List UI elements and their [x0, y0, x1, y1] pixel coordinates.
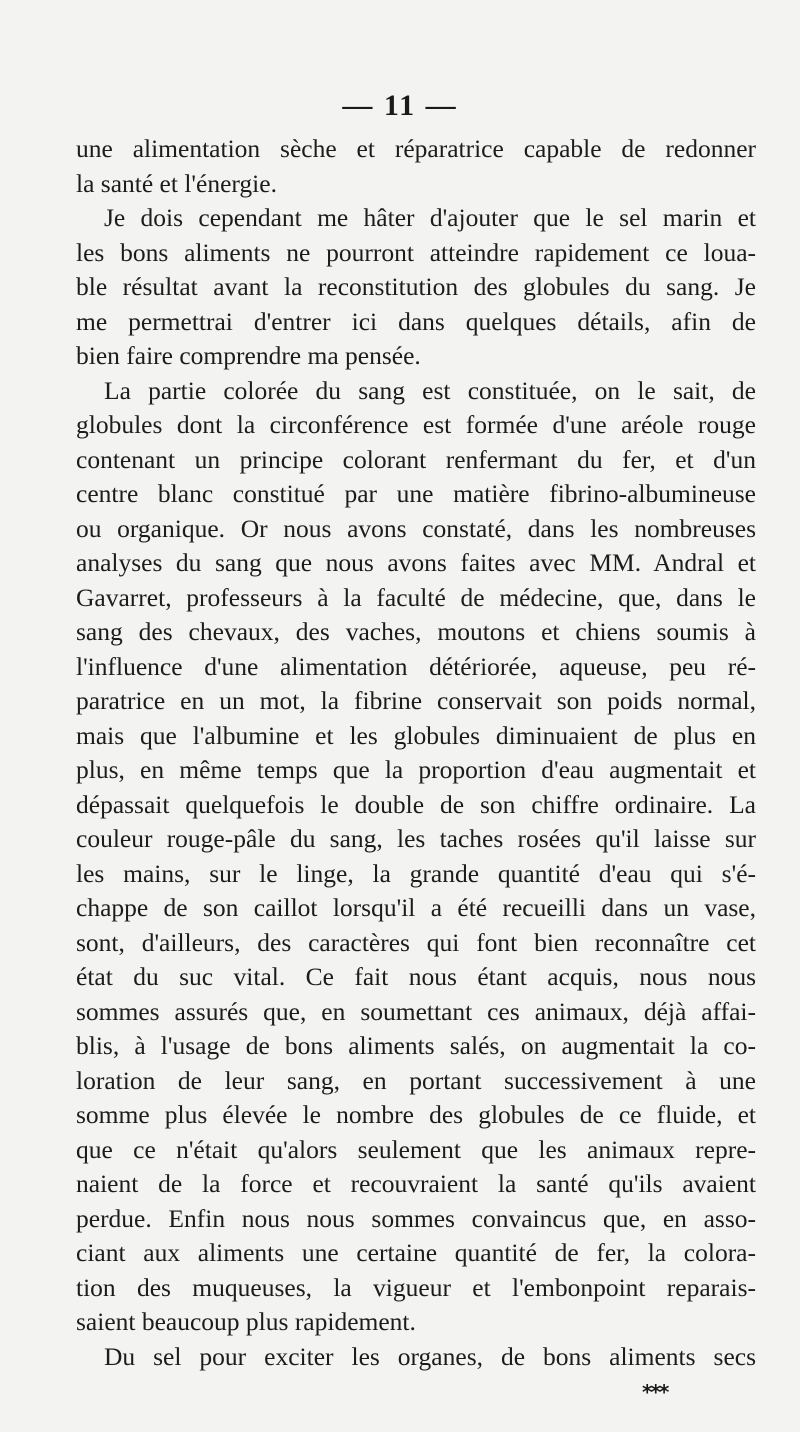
text-line: globules dont la circonférence est formée d'une aréole rouge [76, 410, 756, 439]
text-line: Du sel pour exciter les organes, de bons aliments secs [104, 1341, 756, 1371]
text-line: paratrice en un mot, la fibrine conservait son poids normal, [76, 686, 756, 715]
text-line: la santé et l'énergie. [76, 168, 277, 198]
text-line: ciant aux aliments une certaine quantité de fer, la colora- [76, 1238, 756, 1267]
text-line: La partie colorée du sang est constituée, on le sait, de [104, 375, 756, 405]
body-text [76, 132, 756, 1374]
text-line: plus, en même temps que la proportion d'eau augmentait et [76, 755, 756, 784]
signature-mark: *** [642, 1380, 668, 1404]
text-line: bien faire comprendre ma pensée. [76, 341, 421, 370]
text-line: sang des chevaux, des vaches, moutons et chiens soumis à [76, 617, 756, 646]
text-line: centre blanc constitué par une matière fibrino-albumineuse [76, 479, 756, 508]
text-line: blis, à l'usage de bons aliments salés, on augmentait la co- [76, 1031, 756, 1060]
text-line: une alimentation sèche et réparatrice capable de redonner [76, 134, 756, 163]
page-number: — 11 — [342, 89, 458, 122]
text-line: les mains, sur le linge, la grande quantité d'eau qui s'é- [76, 858, 756, 888]
text-line: dépassait quelquefois le double de son chiffre ordinaire. La [76, 789, 756, 819]
text-line: perdue. Enfin nous nous sommes convaincus que, en asso- [76, 1203, 756, 1233]
text-line: loration de leur sang, en portant successivement à une [76, 1065, 756, 1095]
text-line: somme plus élevée le nombre des globules de ce fluide, et [76, 1100, 756, 1129]
text-line: les bons aliments ne pourront atteindre rapidement ce loua- [76, 237, 756, 267]
text-line: ble résultat avant la reconstitution des globules du sang. Je [76, 272, 756, 301]
text-line: Gavarret, professeurs à la faculté de médecine, que, dans le [76, 582, 756, 612]
text-line: tion des muqueuses, la vigueur et l'embonpoint reparais- [76, 1272, 756, 1302]
text-line: sont, d'ailleurs, des caractères qui font bien reconnaître cet [76, 927, 756, 957]
text-line: contenant un principe colorant renfermant du fer, et d'un [76, 444, 756, 474]
text-line: me permettrai d'entrer ici dans quelques détails, afin de [76, 306, 756, 336]
text-line: saient beaucoup plus rapidement. [76, 1307, 416, 1336]
text-line: mais que l'albumine et les globules diminuaient de plus en [76, 720, 756, 750]
text-line: l'influence d'une alimentation détériorée, aqueuse, peu ré- [76, 651, 756, 681]
text-line: ou organique. Or nous avons constaté, dans les nombreuses [76, 513, 756, 543]
text-line: état du suc vital. Ce fait nous étant acquis, nous nous [76, 962, 756, 991]
text-line: que ce n'était qu'alors seulement que les animaux repre- [76, 1134, 756, 1164]
text-line: sommes assurés que, en soumettant ces animaux, déjà affai- [76, 996, 756, 1026]
text-line: Je dois cependant me hâter d'ajouter que le sel marin et [104, 203, 756, 232]
text-line: couleur rouge-pâle du sang, les taches rosées qu'il laisse sur [76, 824, 756, 853]
text-line: naient de la force et recouvraient la santé qu'ils avaient [76, 1169, 756, 1198]
text-line: analyses du sang que nous avons faites avec MM. Andral et [76, 548, 756, 577]
text-line: chappe de son caillot lorsqu'il a été recueilli dans un vase, [76, 893, 756, 922]
